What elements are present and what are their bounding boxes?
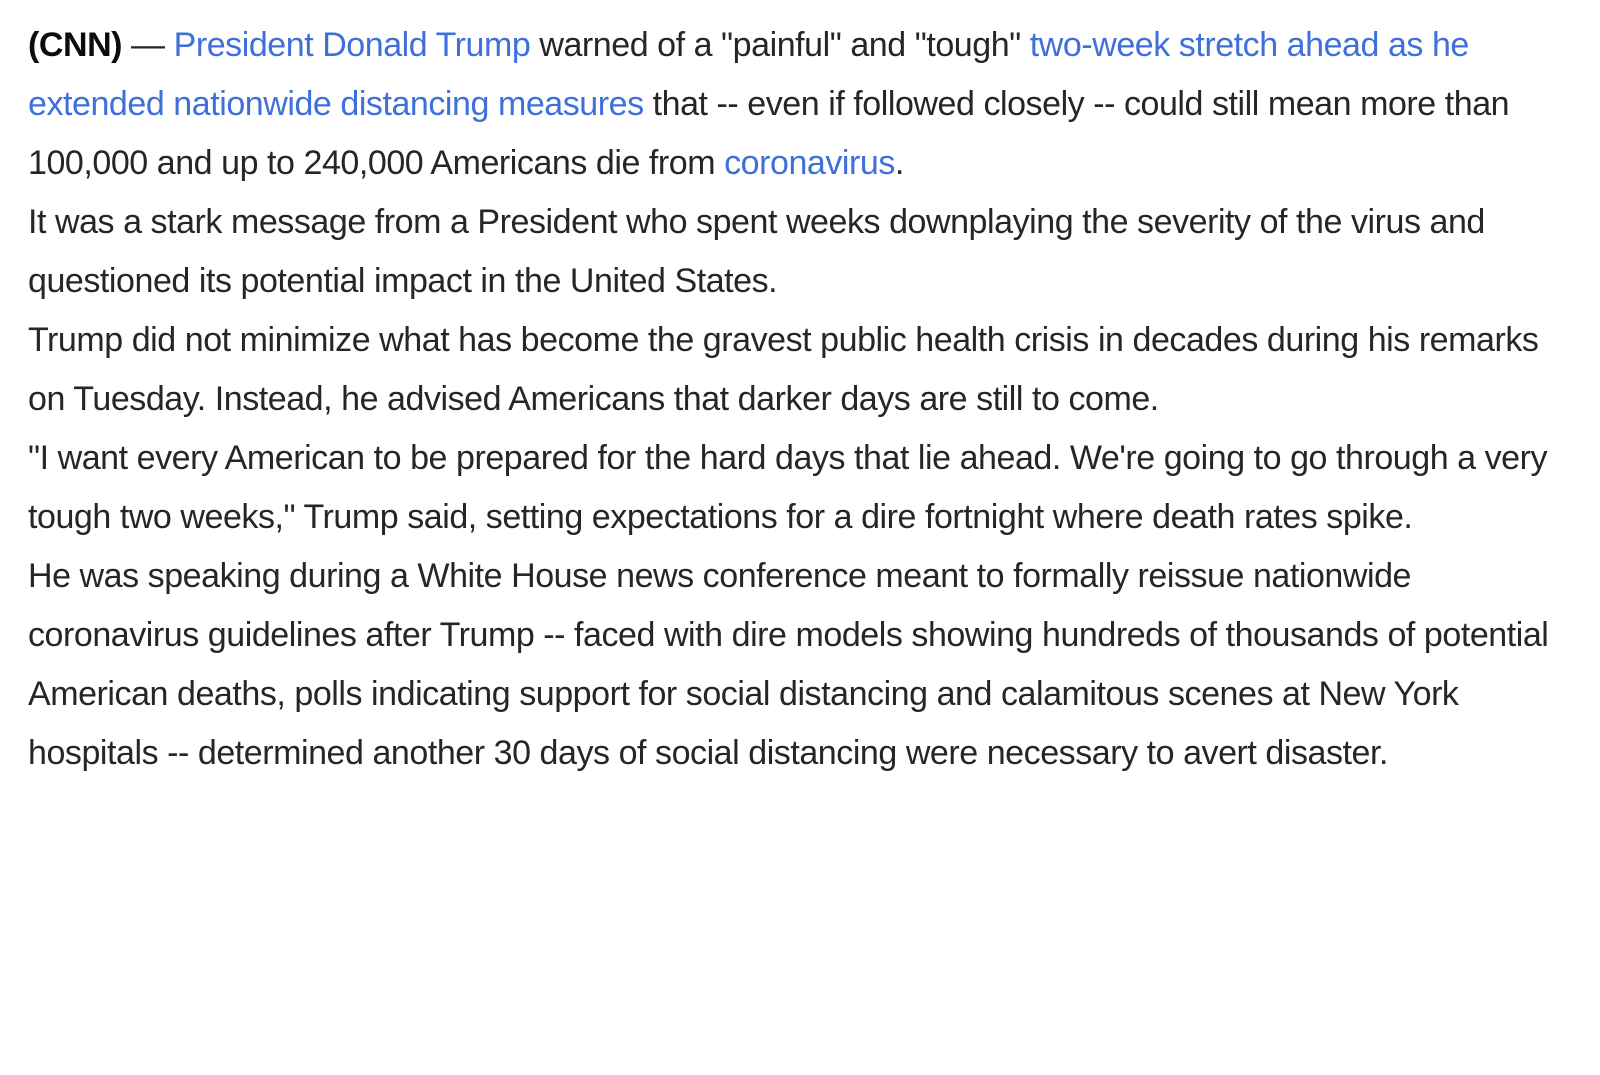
article-body bbox=[28, 16, 1573, 783]
paragraph-5: He was speaking during a White House news conference meant to formally reissue nationwide coronavirus guidelines after Trump -- faced with dire models showing hundreds of thousands of potential American deaths, polls indicating support for social distancing and calamitous scenes at New York hospitals -- determined another 30 days of social distancing were necessary to avert disaster. bbox=[28, 557, 1549, 772]
link-two-week-stretch[interactable]: two-week stretch ahead as he extended nationwide distancing measures bbox=[28, 26, 1469, 123]
paragraph-1-text-1: warned of a "painful" and "tough" bbox=[530, 26, 1030, 64]
dateline: (CNN) bbox=[28, 26, 123, 64]
paragraph-2: It was a stark message from a President who spent weeks downplaying the severity of the virus and questioned its potential impact in the United States. bbox=[28, 203, 1485, 300]
link-coronavirus[interactable]: coronavirus bbox=[724, 144, 895, 182]
paragraph-1-text-2: that -- even if followed closely -- could still mean more than 100,000 and up to 240,000 Americans die from bbox=[28, 85, 1510, 182]
link-president-donald-trump[interactable]: President Donald Trump bbox=[173, 26, 531, 64]
paragraph-1-text-3: . bbox=[894, 144, 904, 182]
paragraph-3: Trump did not minimize what has become the gravest public health crisis in decades during his remarks on Tuesday. Instead, he advised Americans that darker days are still to come. bbox=[28, 321, 1539, 418]
paragraph-4: "I want every American to be prepared for the hard days that lie ahead. We're going to go through a very tough two weeks," Trump said, setting expectations for a dire fortnight where death rates spike. bbox=[28, 439, 1548, 536]
paragraph-1 bbox=[28, 16, 1573, 193]
dateline-dash: — bbox=[122, 26, 174, 64]
